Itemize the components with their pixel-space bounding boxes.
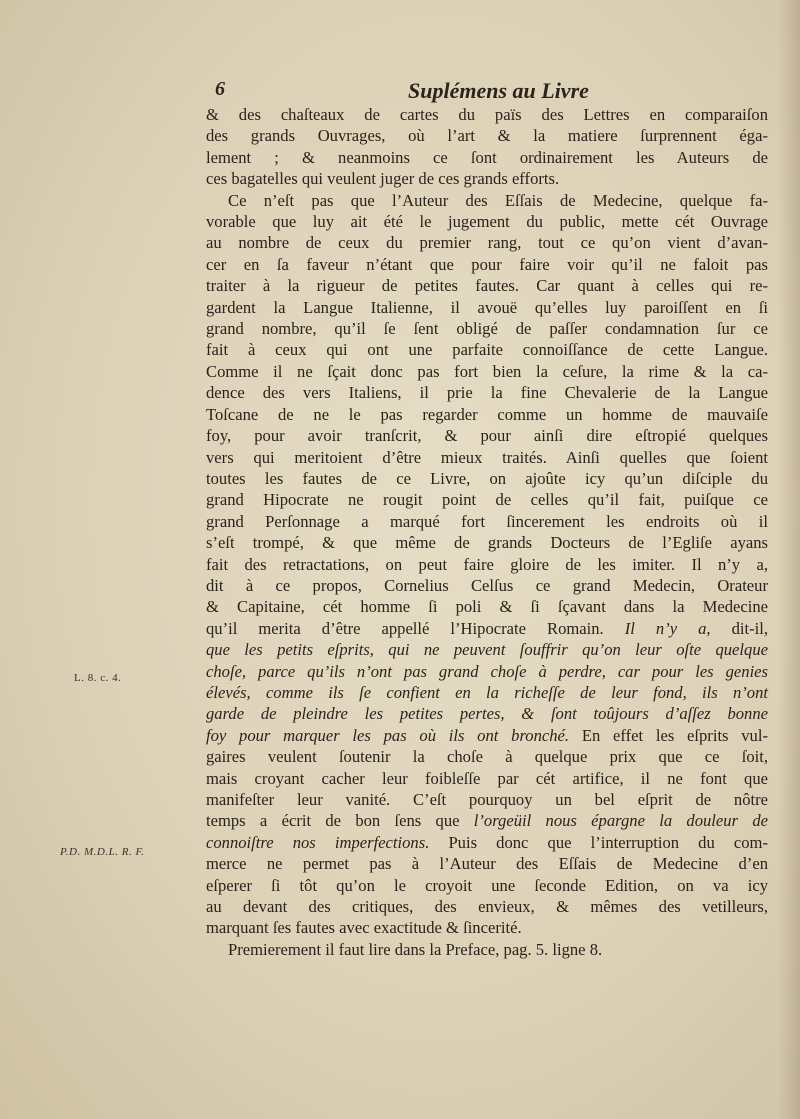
italic-text-segment: Il n’y a,: [624, 618, 711, 638]
text-line: [206, 211, 768, 232]
text-line: [206, 275, 768, 296]
italic-text-segment: l’orgeüil nous épargne la douleur de: [473, 811, 768, 831]
text-segment: fait des retractations, on peut faire gloire de les imiter. Il n’y a,: [206, 554, 768, 574]
margin-note-citation: L. 8. c. 4.: [74, 672, 122, 684]
text-segment: En effet les eſprits vul-: [569, 725, 768, 745]
text-segment: eſperer ſi tôt qu’on le croyoit une ſeconde Edition, on va icy: [206, 875, 768, 895]
italic-text-segment: choſe, parce qu’ils n’ont pas grand choſe à perdre, car pour les genies: [206, 661, 768, 681]
text-segment: traiter à la rigueur de petites fautes. Car quant à celles qui re-: [206, 276, 768, 296]
text-line: [206, 939, 768, 960]
text-segment: manifeſter leur vanité. C’eſt pourquoy un bel eſprit de nôtre: [206, 790, 768, 809]
text-line: [206, 661, 768, 682]
text-segment: fait à ceux qui ont une parfaite connoiſſance de cette Langue.: [206, 340, 768, 360]
text-line: [206, 489, 768, 510]
text-segment: des grands Ouvrages, où l’art & la matiere ſurprennent éga-: [206, 126, 768, 146]
text-line: [206, 190, 768, 211]
text-segment: dit à ce propos, Cornelius Celſus ce grand Medecin, Orateur: [206, 575, 768, 595]
text-line: [206, 768, 768, 789]
text-line: [206, 297, 768, 318]
text-segment: Comme il ne ſçait donc pas fort bien la ceſure, la rime & la ca-: [206, 361, 768, 381]
text-line: [206, 447, 768, 468]
text-segment: vers qui meritoient d’être mieux traités. Ainſi quelles que ſoient: [206, 447, 768, 467]
text-segment: Premierement il faut lire dans la Preface, pag. 5. ligne 8.: [228, 939, 603, 959]
text-line: [206, 404, 768, 425]
text-line: [206, 468, 768, 489]
text-segment: dit-il,: [710, 618, 769, 638]
text-line: [206, 318, 768, 339]
text-line: [206, 425, 768, 446]
text-line: [206, 896, 768, 917]
text-line: [206, 789, 768, 810]
text-line: [206, 147, 768, 168]
italic-text-segment: garde de pleindre les petites pertes, & ſont toûjours d’aſſez bonne: [206, 704, 768, 724]
text-segment: Ce n’eſt pas que l’Auteur des Eſſais de Medecine, quelque fa-: [228, 190, 768, 210]
text-segment: cer en ſa faveur n’étant que pour faire voir qu’il ne faloit pas: [206, 254, 768, 274]
text-line: [206, 554, 768, 575]
text-segment: mais croyant cacher leur foibleſſe par cét artifice, il ne font que: [206, 768, 768, 788]
text-line: [206, 853, 768, 874]
text-segment: au nombre de ceux du premier rang, tout ce qu’on vient d’avan-: [206, 233, 768, 253]
text-line: [206, 232, 768, 253]
text-segment: grand Perſonnage a marqué fort ſincerement les endroits où il: [206, 511, 768, 531]
text-line: [206, 254, 768, 275]
text-line: [206, 917, 768, 938]
text-line: [206, 810, 768, 831]
text-segment: ces bagatelles qui veulent juger de ces grands efforts.: [206, 169, 560, 189]
text-segment: vorable que luy ait été le jugement du public, mette cét Ouvrage: [206, 212, 768, 232]
italic-text-segment: connoiſtre nos imperfections.: [206, 832, 430, 852]
text-segment: gardent la Langue Italienne, il avouë qu’elles luy paroiſſent en ſi: [206, 297, 768, 317]
text-line: [206, 339, 768, 360]
page-edge-shadow: [778, 0, 800, 1119]
italic-text-segment: élevés, comme ils ſe confient en la richeſſe de leur fond, ils n’ont: [206, 682, 768, 702]
text-line: [206, 382, 768, 403]
text-segment: dence des vers Italiens, il prie la fine Chevalerie de la Langue: [206, 383, 768, 403]
text-line: [206, 682, 768, 703]
text-segment: toutes les fautes de ce Livre, on ajoûte icy qu’un diſciple du: [206, 468, 768, 488]
text-segment: gaires veulent ſoutenir la choſe à quelque prix que ce ſoit,: [206, 747, 768, 767]
text-segment: foy, pour avoir tranſcrit, & pour ainſi dire eſtropié quelques: [206, 426, 768, 446]
text-line: [206, 832, 768, 853]
running-title: Suplémens au Livre: [408, 78, 589, 103]
text-line: [206, 575, 768, 596]
text-segment: lement ; & neanmoins ce ſont ordinairement les Auteurs de: [206, 147, 768, 167]
text-segment: grand nombre, qu’il ſe ſent obligé de paſſer condamnation ſur ce: [206, 319, 768, 339]
text-line: [206, 596, 768, 617]
text-line: [206, 104, 768, 125]
text-line: [206, 639, 768, 660]
text-line: [206, 168, 768, 189]
italic-text-segment: que les petits eſprits, qui ne peuvent ſouffrir qu’on leur oſte quelque: [206, 640, 768, 660]
text-segment: Puis donc que l’interruption du com-: [429, 832, 768, 852]
text-segment: & Capitaine, cét homme ſi poli & ſi ſçavant dans la Medecine: [206, 597, 768, 617]
text-segment: au devant des critiques, des envieux, & mêmes des vetilleurs,: [206, 897, 768, 917]
text-line: [206, 725, 768, 746]
text-line: [206, 532, 768, 553]
body-text: [206, 104, 768, 960]
text-segment: merce ne permet pas à l’Auteur des Eſſais de Medecine d’en: [206, 854, 768, 874]
text-segment: marquant ſes fautes avec exactitude & ſincerité.: [206, 918, 522, 938]
text-line: [206, 875, 768, 896]
margin-note-reference: P.D. M.D.L. R. F.: [60, 846, 145, 858]
text-segment: qu’il merita d’être appellé l’Hipocrate Romain.: [206, 618, 625, 638]
text-segment: & des chaſteaux de cartes du païs des Lettres en comparaiſon: [206, 105, 768, 124]
text-segment: temps a écrit de bon ſens que: [206, 811, 474, 831]
text-line: [206, 746, 768, 767]
text-line: [206, 703, 768, 724]
text-segment: s’eſt trompé, & que même de grands Docteurs de l’Egliſe ayans: [206, 533, 768, 553]
italic-text-segment: foy pour marquer les pas où ils ont bronché.: [206, 725, 570, 745]
page-number: 6: [215, 78, 225, 100]
text-line: [206, 618, 768, 639]
text-segment: grand Hipocrate ne rougit point de celles qu’il fait, puiſque ce: [206, 490, 768, 510]
text-segment: Toſcane de ne le pas regarder comme un homme de mauvaiſe: [206, 404, 768, 424]
text-line: [206, 125, 768, 146]
text-line: [206, 511, 768, 532]
text-line: [206, 361, 768, 382]
